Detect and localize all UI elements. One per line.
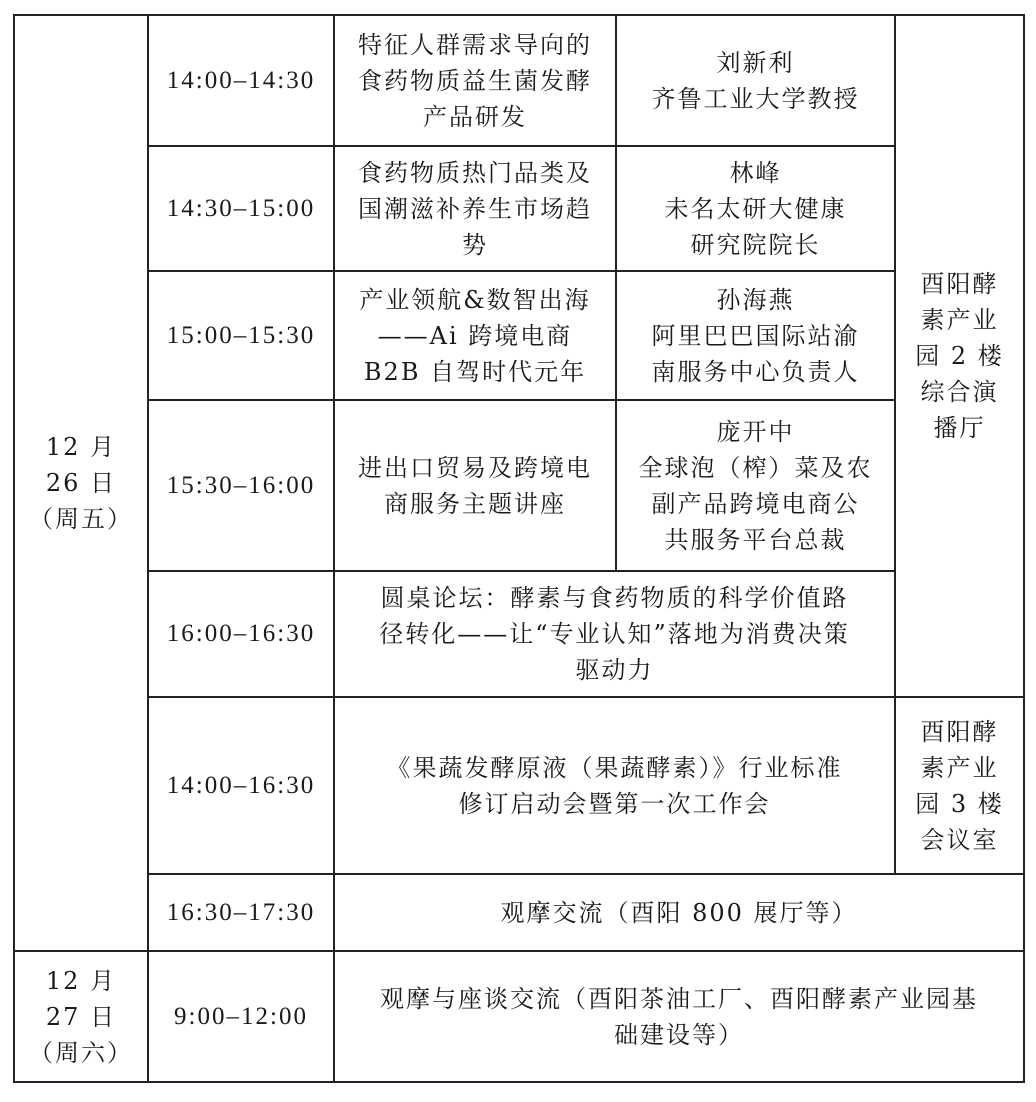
topic-line: 势 [462, 230, 488, 259]
topic-line: B2B 自驾时代元年 [363, 357, 587, 386]
time-cell: 15:00–15:30 [148, 271, 334, 400]
venue-line: 园 2 楼 [915, 342, 1004, 370]
topic-line: 圆桌论坛：酵素与食药物质的科学价值路 [380, 584, 849, 612]
topic-line: 径转化——让“专业认知”落地为消费决策 [379, 620, 850, 648]
time-cell: 14:00–14:30 [148, 15, 334, 146]
topic-line: 食药物质益生菌发酵 [358, 66, 592, 95]
speaker-line: 共服务平台总裁 [664, 525, 847, 554]
speaker-cell [616, 146, 895, 271]
venue-line: 园 3 楼 [915, 789, 1004, 818]
topic-line: 驱动力 [575, 656, 654, 684]
speaker-line: 齐鲁工业大学教授 [651, 84, 860, 113]
table-row [14, 400, 1024, 571]
date-line: 12 月 [45, 433, 117, 461]
topic-cell [334, 571, 895, 697]
time-cell: 14:30–15:00 [148, 146, 334, 271]
topic-line: 食药物质热门品类及 [358, 158, 592, 187]
schedule-table [13, 14, 1025, 1083]
date-line: 26 日 [45, 469, 117, 497]
topic-cell [334, 400, 616, 571]
date-line: 27 日 [45, 1002, 117, 1031]
table-row [14, 874, 1024, 951]
time-cell: 14:00–16:30 [148, 697, 334, 874]
speaker-cell [616, 400, 895, 571]
table-row [14, 951, 1024, 1082]
topic-line: 国潮滋补养生市场趋 [358, 194, 592, 223]
time-cell: 16:30–17:30 [148, 874, 334, 951]
date-cell [14, 951, 148, 1082]
table-row [14, 571, 1024, 697]
speaker-line: 南服务中心负责人 [651, 357, 860, 386]
venue-line: 素产业 [920, 753, 999, 782]
venue-line: 播厅 [933, 414, 986, 442]
venue-line: 酉阳酵 [920, 717, 999, 746]
topic-cell [334, 697, 895, 874]
date-line: 12 月 [45, 966, 117, 995]
table-row [14, 146, 1024, 271]
speaker-line: 林峰 [729, 158, 782, 187]
topic-cell [334, 271, 616, 400]
venue-line: 综合演 [920, 378, 999, 406]
topic-line: ——Ai 跨境电商 [377, 321, 573, 350]
speaker-line: 刘新利 [716, 48, 795, 77]
topic-line: 修订启动会暨第一次工作会 [458, 789, 771, 818]
venue-cell [895, 15, 1024, 697]
topic-cell [334, 951, 1024, 1082]
topic-line: 商服务主题讲座 [384, 489, 566, 518]
speaker-line: 庞开中 [716, 417, 795, 446]
time-cell: 16:00–16:30 [148, 571, 334, 697]
date-cell [14, 15, 148, 951]
speaker-cell [616, 271, 895, 400]
speaker-line: 未名太研大健康 [664, 194, 847, 223]
table-row [14, 15, 1024, 146]
topic-cell [334, 874, 1024, 951]
topic-line: 观摩与座谈交流（酉阳茶油工厂、酉阳酵素产业园基 [380, 984, 978, 1013]
table-row [14, 697, 1024, 874]
topic-line: 产品研发 [423, 102, 527, 131]
venue-line: 酉阳酵 [920, 270, 999, 298]
topic-line: 产业领航&数智出海 [359, 285, 591, 314]
time-cell: 9:00–12:00 [148, 951, 334, 1082]
venue-line: 素产业 [920, 306, 999, 334]
time-cell: 15:30–16:00 [148, 400, 334, 571]
venue-line: 会议室 [920, 825, 999, 854]
venue-cell [895, 697, 1024, 874]
speaker-line: 研究院院长 [690, 230, 821, 259]
date-line: （周五） [29, 505, 133, 533]
topic-cell [334, 15, 616, 146]
table-row [14, 271, 1024, 400]
speaker-line: 全球泡（榨）菜及农 [638, 453, 873, 482]
speaker-line: 阿里巴巴国际站渝 [651, 321, 860, 350]
topic-cell [334, 146, 616, 271]
topic-line: 观摩交流（酉阳 800 展厅等） [500, 898, 858, 927]
topic-line: 特征人群需求导向的 [358, 30, 592, 59]
topic-line: 《果蔬发酵原液（果蔬酵素）》行业标准 [386, 753, 843, 782]
topic-line: 础建设等） [614, 1020, 744, 1049]
date-line: （周六） [29, 1038, 133, 1067]
topic-line: 进出口贸易及跨境电 [358, 453, 592, 482]
speaker-line: 孙海燕 [716, 285, 795, 314]
speaker-line: 副产品跨境电商公 [651, 489, 860, 518]
speaker-cell [616, 15, 895, 146]
